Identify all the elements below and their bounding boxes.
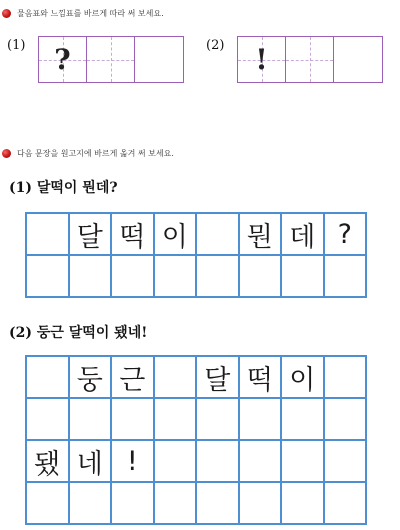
grid-cell[interactable] [70,483,113,525]
practice-2-boxes [237,36,383,83]
grid-cell[interactable] [197,214,240,256]
grid-cell[interactable] [112,399,155,441]
sentence-2-heading: (2) 둥근 달떡이 됐네! [9,325,148,341]
grid-cell[interactable]: 떡 [240,357,283,399]
exclamation-mark: ! [255,43,268,76]
grid-cell[interactable]: ! [112,441,155,483]
instruction-1-text: 물음표와 느낌표를 바르게 따라 써 보세요. [17,9,164,18]
grid-cell[interactable]: 떡 [112,214,155,256]
grid-cell[interactable]: 뭔 [240,214,283,256]
grid-cell[interactable] [70,256,113,298]
grid-cell[interactable] [282,483,325,525]
practice-1-label: (1) [7,38,26,53]
grid-cell[interactable] [282,256,325,298]
grid-cell[interactable] [325,441,368,483]
grid-cell[interactable]: 이 [155,214,198,256]
sentence-1-heading: (1) 달떡이 뭔데? [9,180,118,196]
grid-cell[interactable] [112,483,155,525]
question-mark: ? [54,43,71,76]
grid-cell[interactable]: ? [325,214,368,256]
grid-cell[interactable] [325,399,368,441]
grid-cell[interactable] [155,357,198,399]
grid-cell[interactable] [155,256,198,298]
grid-cell[interactable] [27,399,70,441]
instruction-2 [2,148,174,159]
grid-cell[interactable] [240,256,283,298]
grid-cell[interactable] [282,441,325,483]
grid-cell[interactable] [27,357,70,399]
practice-2-label: (2) [206,38,225,53]
grid-cell[interactable] [155,399,198,441]
practice-cell[interactable] [135,37,183,82]
grid-cell[interactable] [325,483,368,525]
grid-cell[interactable]: 이 [282,357,325,399]
grid-cell[interactable] [240,441,283,483]
practice-cell[interactable] [87,37,135,82]
grid-cell[interactable] [240,483,283,525]
grid-cell[interactable]: 근 [112,357,155,399]
instruction-2-text: 다음 문장을 원고지에 바르게 옮겨 써 보세요. [17,149,174,158]
grid-cell[interactable]: 됐 [27,441,70,483]
grid-cell[interactable] [27,483,70,525]
manuscript-grid-1 [25,212,367,298]
grid-cell[interactable] [197,256,240,298]
grid-cell[interactable] [325,357,368,399]
grid-cell[interactable] [112,256,155,298]
grid-cell[interactable]: 달 [70,214,113,256]
grid-cell[interactable] [27,256,70,298]
grid-cell[interactable] [325,256,368,298]
practice-1-boxes [38,36,184,83]
instruction-1 [2,8,164,19]
grid-cell[interactable]: 네 [70,441,113,483]
grid-cell[interactable] [155,441,198,483]
practice-cell[interactable] [334,37,382,82]
grid-cell[interactable] [197,441,240,483]
manuscript-grid-2 [25,355,367,525]
practice-cell[interactable] [286,37,334,82]
grid-cell[interactable] [197,483,240,525]
grid-cell[interactable] [197,399,240,441]
practice-cell[interactable] [39,37,87,82]
grid-cell[interactable] [282,399,325,441]
grid-cell[interactable] [70,399,113,441]
bullet-icon [2,149,11,158]
grid-cell[interactable] [155,483,198,525]
grid-cell[interactable]: 데 [282,214,325,256]
grid-cell[interactable] [27,214,70,256]
grid-cell[interactable]: 달 [197,357,240,399]
bullet-icon [2,9,11,18]
practice-cell[interactable] [238,37,286,82]
grid-cell[interactable]: 둥 [70,357,113,399]
grid-cell[interactable] [240,399,283,441]
